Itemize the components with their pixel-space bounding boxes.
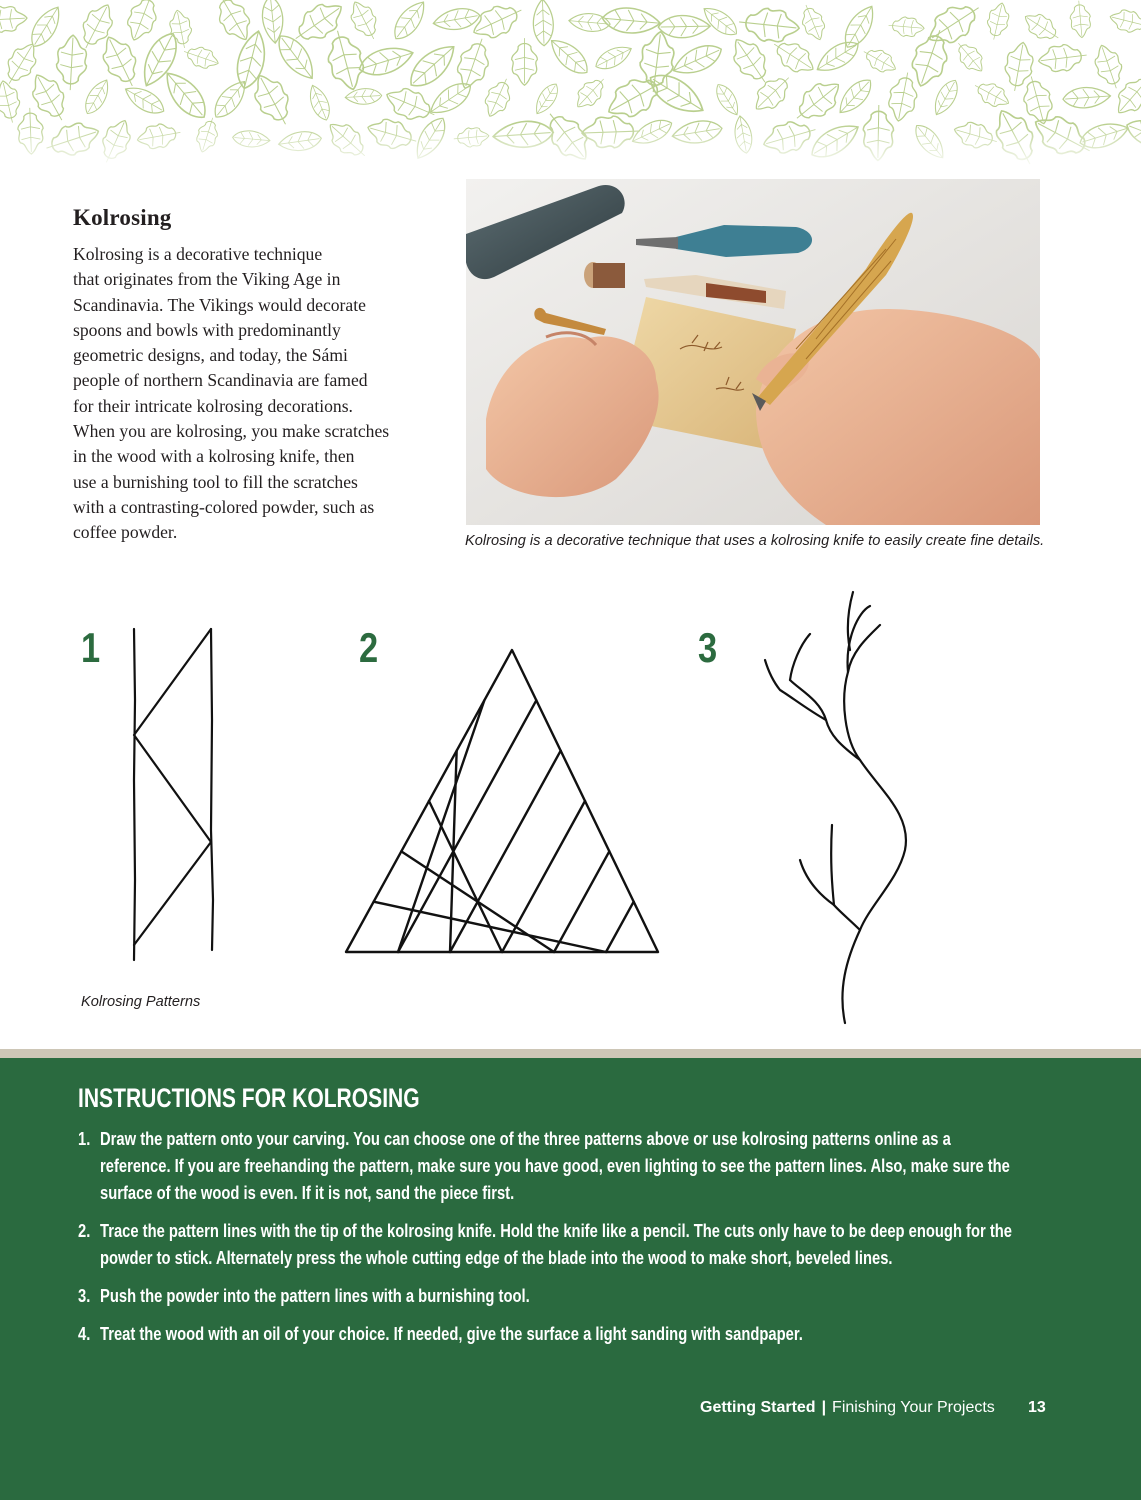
instruction-step <box>78 1126 1118 1207</box>
body-line: use a burnishing tool to fill the scratches <box>73 471 358 492</box>
step-number: 3. <box>78 1286 91 1306</box>
pattern-number-1: 1 <box>81 624 101 671</box>
section-title: Kolrosing <box>73 205 172 230</box>
body-line: geometric designs, and today, the Sámi <box>73 345 348 366</box>
page-number: 13 <box>1028 1399 1046 1416</box>
page-footer <box>700 1399 1046 1417</box>
step-line: Draw the pattern onto your carving. You can choose one of the three patterns above or use kolrosing patterns online as a <box>100 1129 951 1149</box>
pattern-1-drawing <box>134 629 213 960</box>
patterns-caption: Kolrosing Patterns <box>81 994 201 1010</box>
pattern-number-3: 3 <box>698 624 718 671</box>
instruction-step <box>78 1321 1118 1348</box>
step-number: 1. <box>78 1129 91 1149</box>
step-line: Trace the pattern lines with the tip of the kolrosing knife. Hold the knife like a pencil. The cuts only have to be deep enough for the <box>100 1221 1012 1241</box>
instructions-title: INSTRUCTIONS FOR KOLROSING <box>78 1083 420 1113</box>
pattern-3-drawing <box>765 592 906 1023</box>
body-line: for their intricate kolrosing decorations. <box>73 395 353 416</box>
step-line: Treat the wood with an oil of your choice. If needed, give the surface a light sanding with sandpaper. <box>100 1324 803 1344</box>
body-line: that originates from the Viking Age in <box>73 269 341 290</box>
instruction-step <box>78 1283 1118 1310</box>
instructions-list <box>78 1126 1118 1359</box>
leaf-pattern-header <box>0 0 1141 165</box>
step-line: powder to stick. Alternately press the whole cutting edge of the blade into the wood to make short, beveled lines. <box>100 1248 893 1268</box>
step-line: surface of the wood is even. If it is not, sand the piece first. <box>100 1183 515 1203</box>
photo-caption: Kolrosing is a decorative technique that uses a kolrosing knife to easily create fine details. <box>465 533 1045 549</box>
body-line: in the wood with a kolrosing knife, then <box>73 446 355 467</box>
body-line: people of northern Scandinavia are famed <box>73 370 368 391</box>
kolrosing-photo <box>466 179 1040 525</box>
kolrosing-pattern-drawings <box>0 570 1141 1040</box>
step-number: 4. <box>78 1324 91 1344</box>
pattern-2-drawing <box>346 650 658 952</box>
body-line: When you are kolrosing, you make scratches <box>73 421 390 442</box>
panel-divider-stripe <box>0 1049 1141 1058</box>
pattern-number-2: 2 <box>359 624 379 671</box>
step-line: reference. If you are freehanding the pattern, make sure you have good, even lighting to see the pattern lines. Also, make sure the <box>100 1156 1010 1176</box>
step-number: 2. <box>78 1221 91 1241</box>
body-line: spoons and bowls with predominantly <box>73 319 341 340</box>
section-body <box>73 242 443 546</box>
body-line: Scandinavia. The Vikings would decorate <box>73 294 366 315</box>
step-line: Push the powder into the pattern lines with a burnishing tool. <box>100 1286 530 1306</box>
body-line: coffee powder. <box>73 522 178 543</box>
instruction-step <box>78 1218 1118 1272</box>
footer-separator: | <box>821 1399 827 1416</box>
body-line: with a contrasting-colored powder, such as <box>73 496 375 517</box>
footer-section: Getting Started <box>700 1399 816 1416</box>
footer-subsection: Finishing Your Projects <box>832 1399 995 1416</box>
body-line: Kolrosing is a decorative technique <box>73 244 323 264</box>
